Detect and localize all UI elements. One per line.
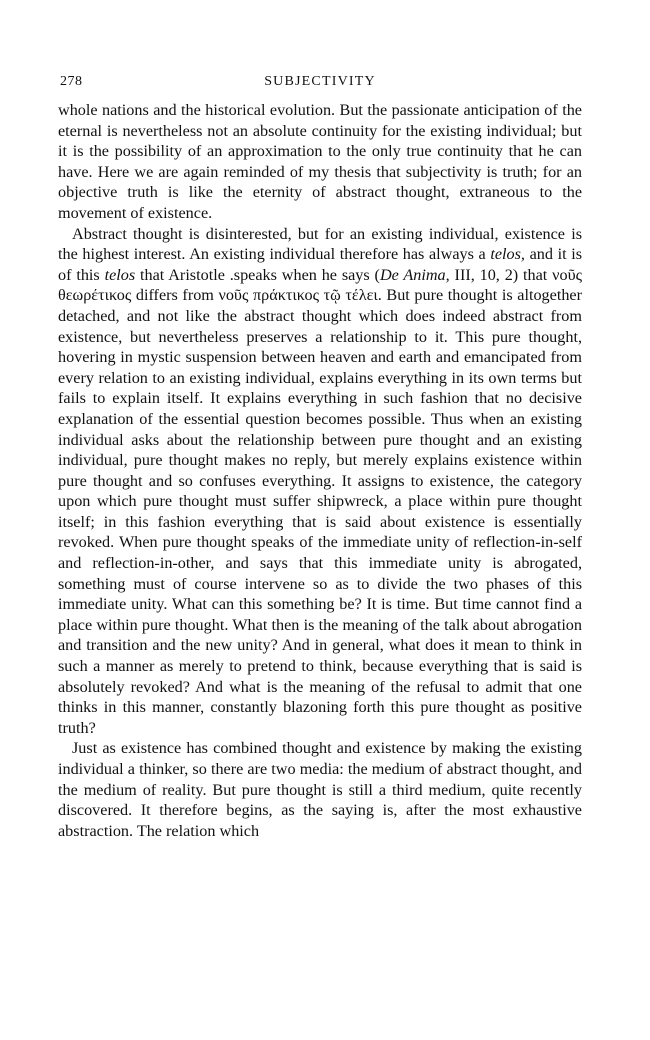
text-segment: Abstract thought is disinterested, but for an existing individual, existence is the highest interest. An existing individual therefore has always a [58, 224, 582, 264]
text-segment: that Aristotle .speaks when he says ( [135, 265, 380, 284]
italic-citation: De Anima, [379, 265, 450, 284]
book-page [58, 72, 582, 841]
body-text [58, 100, 582, 841]
running-head [58, 72, 582, 94]
page-number: 278 [60, 74, 83, 89]
italic-term: telos [104, 265, 136, 284]
text-segment: whole nations and the historical evolution. But the passionate anticipation of the eternal is nevertheless not an absolute continuity for the existing individual; but it is the possibility of an approximation to the only true continuity that he can have. Here we are again reminded of my thesis that subjectivity is truth; for an objective truth is like the eternity of abstract thought, extraneous to the movement of existence. [58, 101, 582, 222]
paragraph [58, 100, 582, 224]
paragraph [58, 738, 582, 841]
paragraph [58, 224, 582, 739]
text-segment: Just as existence has combined thought and existence by making the existing individual a thinker, so there are two media: the medium of abstract thought, and the medium of reality. But pure thought is still a third medium, quite recently discovered. It therefore begins, as the saying is, after the most exhaustive abstraction. The relation which [58, 739, 582, 840]
text-segment: III, 10, 2) that νοῦς θεωρέτικος differs from νοῦς πράκτικος τῷ τέλει. But pure thought is altogether detached, and not like the abstract thought which does indeed abstract from existence, but nevertheless preserves a relationship to it. This pure thought, hovering in mystic suspension between heaven and earth and emancipated from every relation to an existing individual, explains everything in its own terms but fails to explain itself. It explains everything in such fashion that no decisive explanation of the essential question becomes possible. Thus when an existing individual asks about the relationship between pure thought and an existing individual, pure thought makes no reply, but merely explains existence within pure thought and so confuses everything. It assigns to existence, the category upon which pure thought must suffer shipwreck, a place within pure thought itself; in this fashion everything that is said about existence is essentially revoked. When pure thought speaks of the immediate unity of reflection-in-self and reflection-in-other, and says that this immediate unity is abrogated, something must of course intervene so as to divide the two phases of this immediate unity. What can this something be? It is time. But time cannot find a place within pure thought. What then is the meaning of the talk about abrogation and transition and the new unity? And in general, what does it mean to think in such a manner as merely to pretend to think, because everything that is said is absolutely revoked? And what is the meaning of the refusal to admit that one thinks in this manner, constantly blazoning forth this pure thought as positive truth? [58, 265, 582, 737]
running-title: SUBJECTIVITY [264, 74, 376, 89]
text-segment: and it is of this [58, 245, 582, 284]
italic-term: telos, [490, 245, 525, 264]
